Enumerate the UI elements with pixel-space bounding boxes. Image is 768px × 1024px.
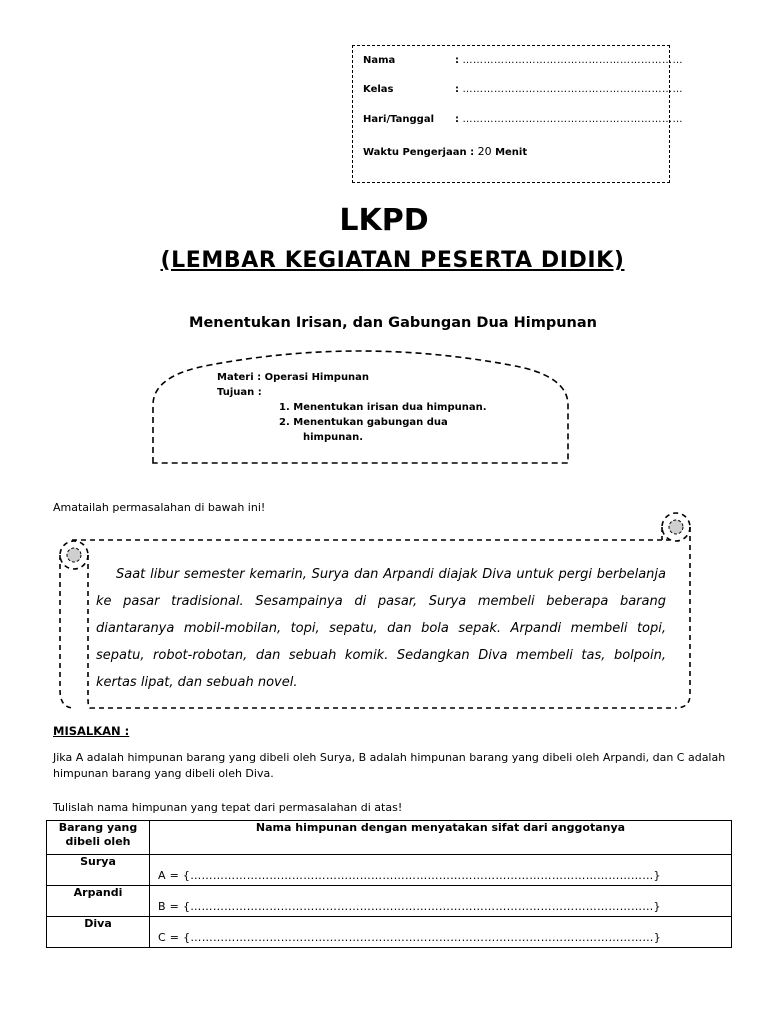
table-row	[47, 886, 732, 917]
student-identity-box	[352, 45, 683, 183]
waktu-label: Waktu Pengerjaan	[363, 147, 467, 158]
row-name-arpandi: Arpandi	[47, 886, 150, 917]
instruction-text: Amatailah permasalahan di bawah ini!	[53, 501, 266, 514]
story-paragraph: Saat libur semester kemarin, Surya dan Arpandi diajak Diva untuk pergi berbelanja ke pasar tradisional. Sesampainya di pasar, Surya membeli beberapa barang diantaranya mobil-mobilan, topi, sepatu, dan bola sepak. Arpandi membeli topi, sepatu, robot-robotan, dan sebuah komik. Sedangkan Diva membeli tas, bolpoin, kertas lipat, dan sebuah novel.	[96, 567, 666, 690]
kelas-row	[363, 84, 683, 95]
tujuan-label: Tujuan :	[217, 387, 262, 398]
materi-line: Materi : Operasi Himpunan	[217, 372, 370, 383]
page-title: LKPD	[339, 203, 429, 238]
table-header-row	[47, 821, 732, 855]
goal-2: 2. Menentukan gabungan dua	[279, 417, 448, 428]
waktu-value: 20	[477, 145, 492, 158]
answer-field-a[interactable]: A = {……………………………………………………………………………………………………………}	[150, 855, 732, 886]
nama-field[interactable]: ………………………………………………………	[462, 55, 683, 66]
header-set-name: Nama himpunan dengan menyatakan sifat dari anggotanya	[150, 821, 732, 855]
waktu-unit: Menit	[495, 147, 528, 158]
page-subtitle: (LEMBAR KEGIATAN PESERTA DIDIK)	[160, 248, 625, 273]
answer-field-b[interactable]: B = {……………………………………………………………………………………………………………}	[150, 886, 732, 917]
header-buyer: Barang yang dibeli oleh	[47, 821, 150, 855]
hari-colon: :	[455, 114, 459, 125]
waktu-row	[363, 145, 527, 158]
story-text	[96, 561, 666, 696]
kelas-field[interactable]: ………………………………………………………	[462, 84, 683, 95]
topic-heading: Menentukan Irisan, dan Gabungan Dua Himpunan	[189, 315, 597, 331]
hari-label: Hari/Tanggal	[363, 114, 435, 125]
row-name-surya: Surya	[47, 855, 150, 886]
nama-row	[363, 55, 683, 66]
hari-row	[363, 114, 683, 125]
answer-table	[46, 820, 732, 948]
materi-content	[217, 370, 487, 445]
row-name-diva: Diva	[47, 917, 150, 948]
nama-label: Nama	[363, 55, 396, 66]
misalkan-heading: MISALKAN :	[53, 724, 130, 738]
table-row	[47, 855, 732, 886]
kelas-colon: :	[455, 84, 459, 95]
nama-colon: :	[455, 55, 459, 66]
table-row	[47, 917, 732, 948]
task-instruction: Tulislah nama himpunan yang tepat dari permasalahan di atas!	[53, 801, 403, 814]
goal-2-cont: himpunan.	[303, 432, 364, 443]
kelas-label: Kelas	[363, 84, 394, 95]
definition-text: Jika A adalah himpunan barang yang dibeli oleh Surya, B adalah himpunan barang yang dibeli oleh Arpandi, dan C adalah himpunan barang yang dibeli oleh Diva.	[53, 751, 726, 780]
goal-1: 1. Menentukan irisan dua himpunan.	[279, 402, 487, 413]
waktu-colon: :	[470, 147, 475, 158]
answer-field-c[interactable]: C = {……………………………………………………………………………………………………………}	[150, 917, 732, 948]
hari-field[interactable]: ………………………………………………………	[462, 114, 683, 125]
